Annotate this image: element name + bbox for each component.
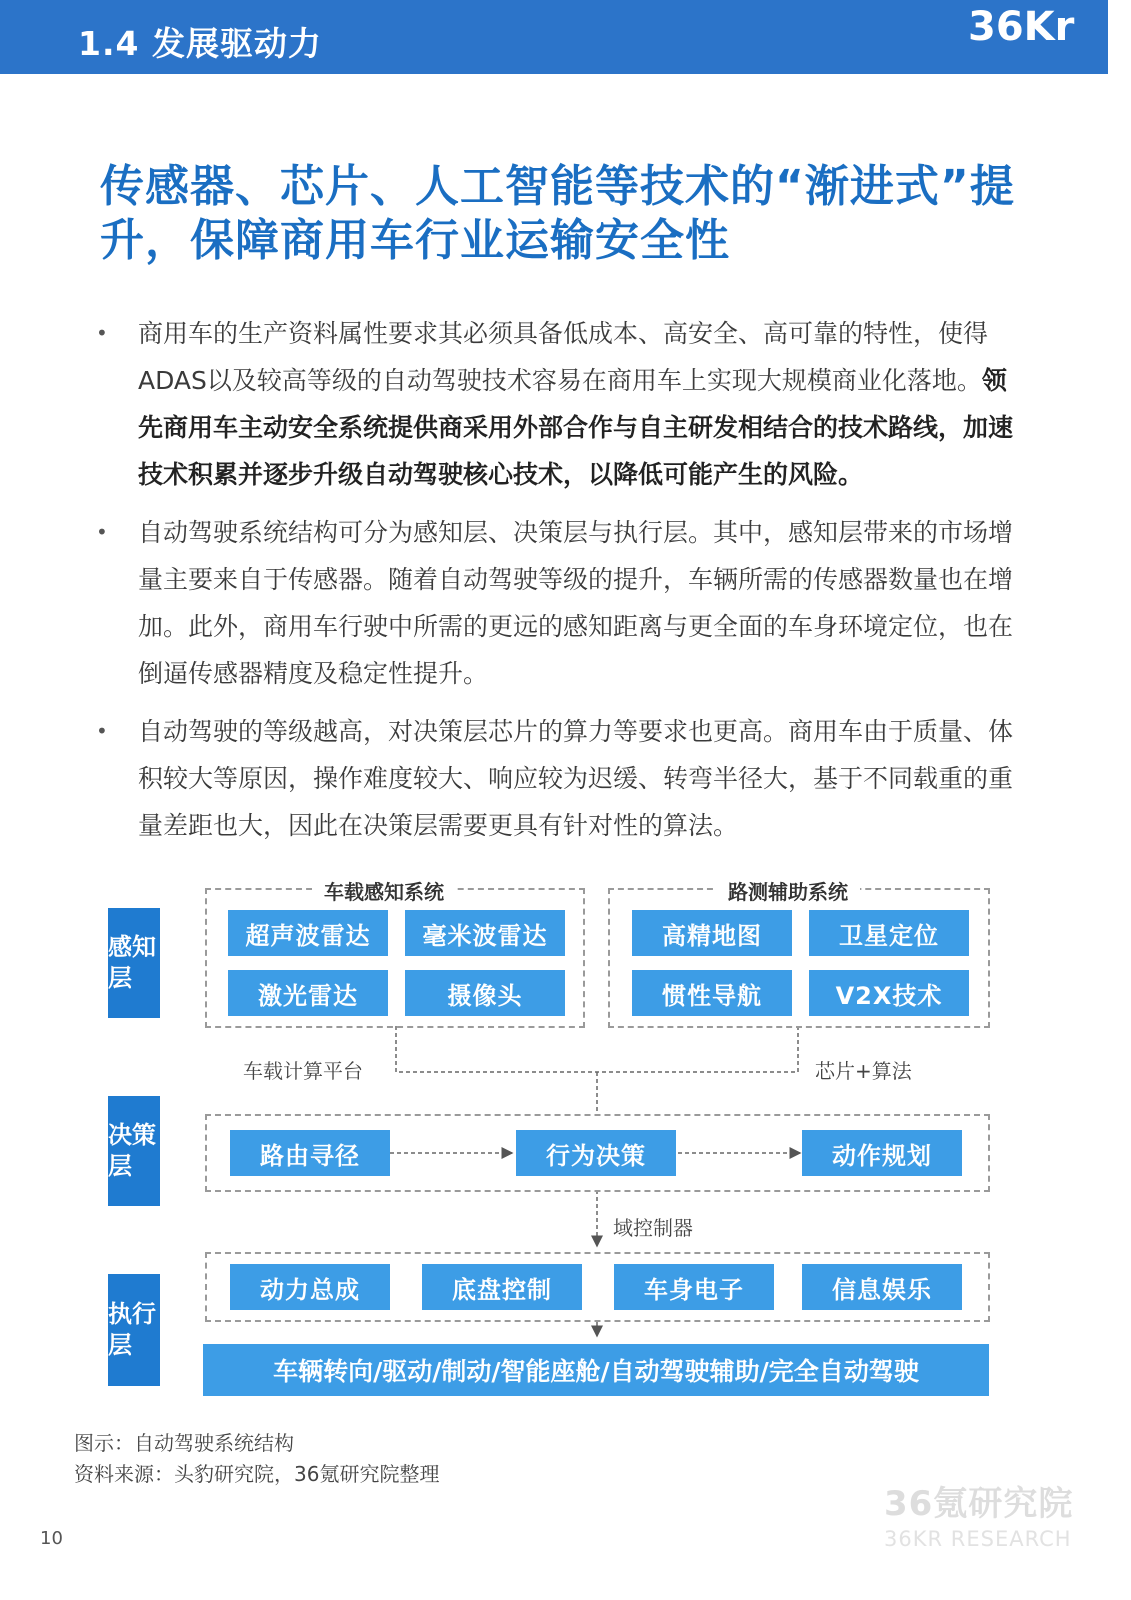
infotainment-box: 信息娱乐 xyxy=(802,1264,962,1310)
behavior-decision-box: 行为决策 xyxy=(516,1130,676,1176)
chassis-control-box: 底盘控制 xyxy=(422,1264,582,1310)
roadside-group-label: 路测辅助系统 xyxy=(716,876,860,905)
execution-layer-tag: 执行层 xyxy=(108,1274,160,1386)
bullet-text: 商用车的生产资料属性要求其必须具备低成本、高安全、高可靠的特性，使得ADAS以及较高等级的自动驾驶技术容易在商用车上实现大规模商业化落地。 xyxy=(138,319,989,395)
watermark-cn: 36氪研究院 xyxy=(884,1484,1074,1524)
figure-source: 资料来源：头豹研究院，36氪研究院整理 xyxy=(74,1462,440,1486)
page-number: 10 xyxy=(40,1528,63,1549)
computing-platform-note: 车载计算平台 xyxy=(243,1059,363,1083)
watermark xyxy=(884,1476,1073,1551)
perception-layer-tag: 感知层 xyxy=(108,908,160,1018)
bullet-text: 自动驾驶的等级越高，对决策层芯片的算力等要求也更高。商用车由于质量、体积较大等原因，操作难度较大、响应较为迟缓、转弯半径大，基于不同载重的重量差距也大，因此在决策层需要更具有针对性的算法。 xyxy=(138,717,1014,840)
chip-algorithm-note: 芯片+算法 xyxy=(815,1059,912,1083)
camera-box: 摄像头 xyxy=(405,970,565,1016)
lidar-box: 激光雷达 xyxy=(228,970,388,1016)
inertial-navigation-box: 惯性导航 xyxy=(632,970,792,1016)
bullet-text: 自动驾驶系统结构可分为感知层、决策层与执行层。其中，感知层带来的市场增量主要来自于传感器。随着自动驾驶等级的提升，车辆所需的传感器数量也在增加。此外，商用车行驶中所需的更远的感知距离与更全面的车身环境定位，也在倒逼传感器精度及稳定性提升。 xyxy=(138,518,1014,688)
36kr-logo-icon xyxy=(964,0,1110,74)
section-title: 1.4 发展驱动力 xyxy=(78,24,322,63)
bullet-list xyxy=(96,310,1026,860)
vehicle-functions-bar: 车辆转向/驱动/制动/智能座舱/自动驾驶辅助/完全自动驾驶 xyxy=(203,1344,989,1396)
satellite-positioning-box: 卫星定位 xyxy=(809,910,969,956)
hd-map-box: 高精地图 xyxy=(632,910,792,956)
bullet-dot-icon: • xyxy=(96,719,108,743)
page-header xyxy=(0,0,1108,74)
motion-planning-box: 动作规划 xyxy=(802,1130,962,1176)
figure-title: 图示：自动驾驶系统结构 xyxy=(74,1431,294,1455)
bullet-dot-icon: • xyxy=(96,321,108,345)
bullet-item xyxy=(96,310,1026,498)
main-title: 传感器、芯片、人工智能等技术的“渐进式”提升，保障商用车行业运输安全性 xyxy=(100,161,1015,266)
watermark-en: 36KR RESEARCH xyxy=(884,1527,1072,1551)
powertrain-box: 动力总成 xyxy=(230,1264,390,1310)
v2x-box: V2X技术 xyxy=(809,970,969,1016)
figure-caption xyxy=(74,1428,439,1490)
routing-box: 路由寻径 xyxy=(230,1130,390,1176)
bullet-item xyxy=(96,509,1026,697)
system-structure-diagram xyxy=(100,866,1000,1406)
decision-layer-tag: 决策层 xyxy=(108,1096,160,1206)
ultrasonic-radar-box: 超声波雷达 xyxy=(228,910,388,956)
bullet-item xyxy=(96,708,1026,849)
mmwave-radar-box: 毫米波雷达 xyxy=(405,910,565,956)
logo-text: 36Kr xyxy=(968,4,1075,50)
body-electronics-box: 车身电子 xyxy=(614,1264,774,1310)
domain-controller-note: 域控制器 xyxy=(613,1216,693,1240)
bullet-bold-text: 领先商用车主动安全系统提供商采用外部合作与自主研发相结合的技术路线，加速技术积累并逐步升级自动驾驶核心技术，以降低可能产生的风险。 xyxy=(138,366,1014,489)
bullet-dot-icon: • xyxy=(96,520,108,544)
onboard-group-label: 车载感知系统 xyxy=(312,876,456,905)
